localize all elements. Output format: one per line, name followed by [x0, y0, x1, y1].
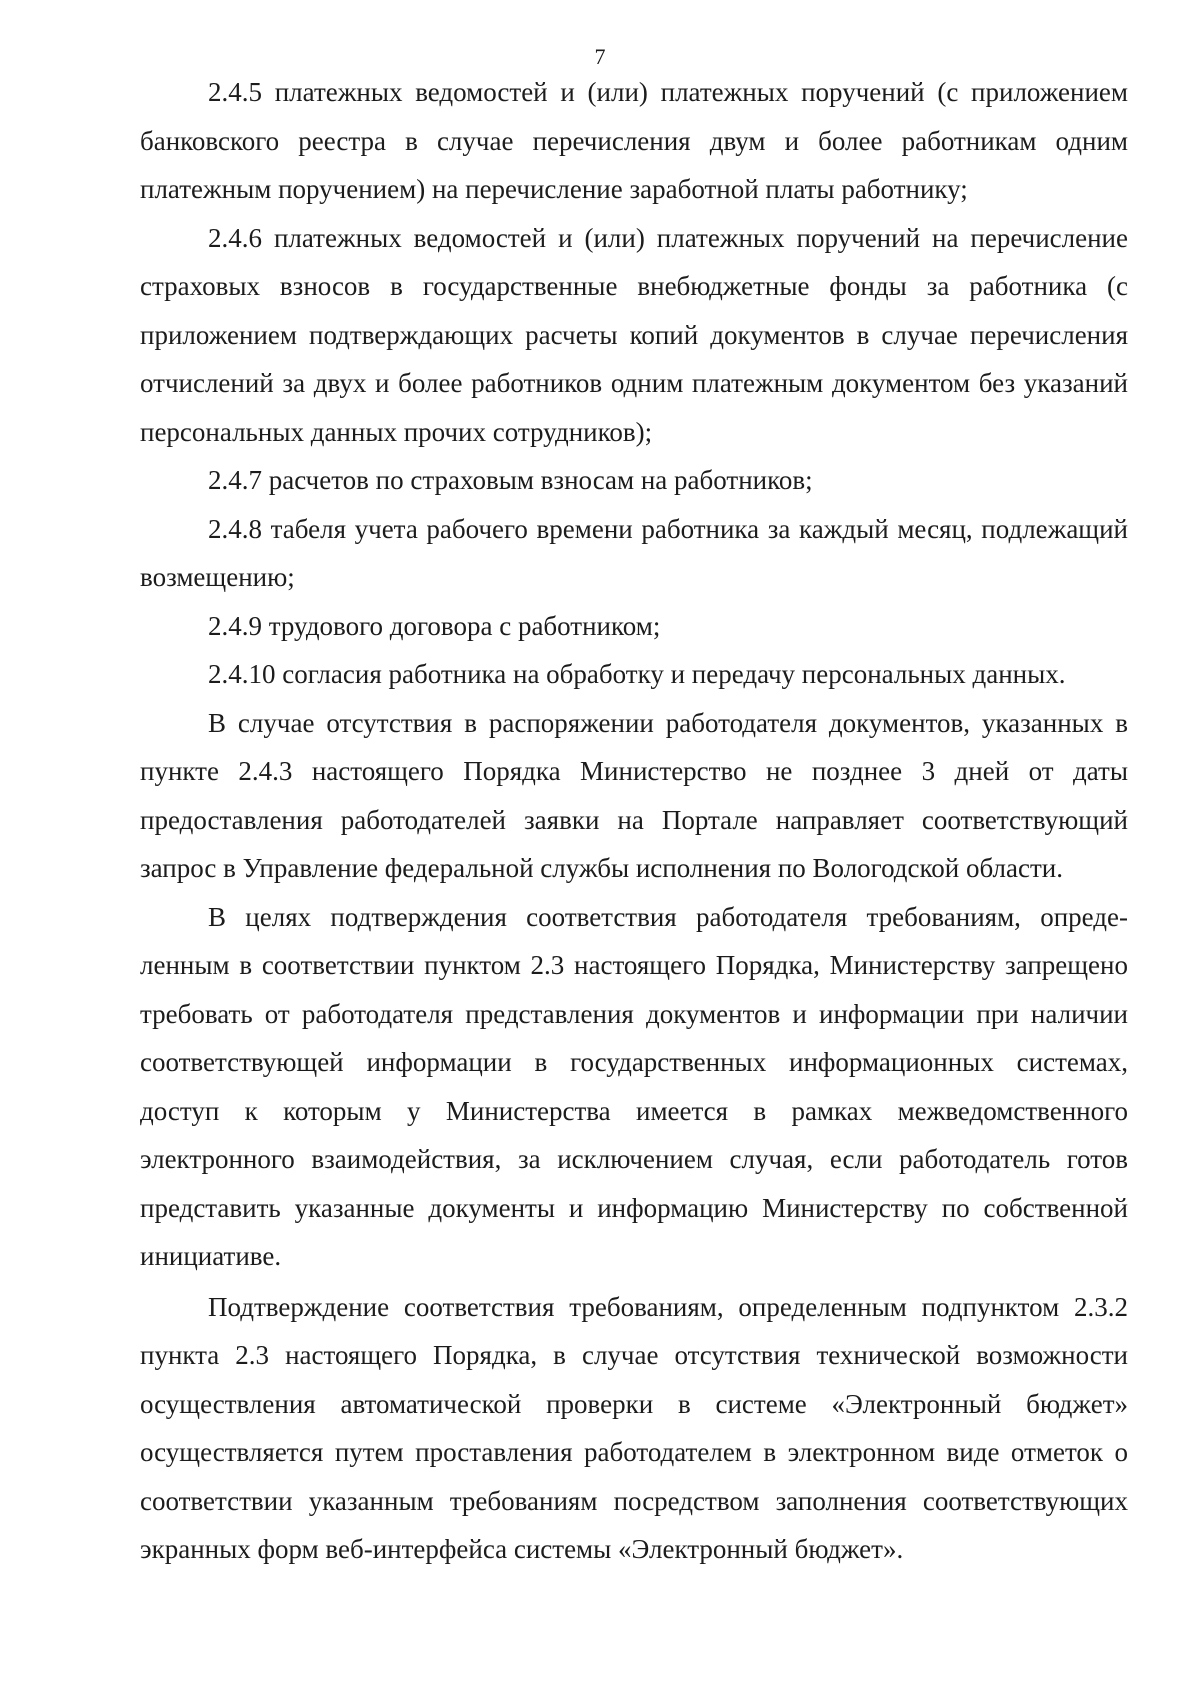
paragraph-confirmation: Подтверждение соответствия требованиям, определенным подпунктом 2.3.2 пункта 2.3 настоящего Порядка, в случае отсутствия технической возможности осуществления автоматической проверки в системе «Электронный бюджет» осуществляется путем проставления работодателем в электронном виде отметок о соответствии указанным требованиям посредством заполнения соответствующих экранных форм веб-интерфейса системы «Электронный бюджет».	[140, 1291, 1128, 1564]
paragraph-2-4-7: 2.4.7 расчетов по страховым взносам на работников;	[208, 465, 813, 495]
paragraph-2-4-6: 2.4.6 платежных ведомостей и (или) платежных поручений на перечисление страховых взносов в государственные внебюджетные фонды за работника (с приложением подтверждающих расчеты копий документов в случае перечисления отчислений за двух и более работников одним платежным документом без указаний персональных данных прочих сотрудников);	[140, 222, 1128, 447]
paragraph-2-4-8: 2.4.8 табеля учета рабочего времени работника за каждый месяц, подлежащий возмещению;	[140, 513, 1128, 592]
paragraph-2-4-5: 2.4.5 платежных ведомостей и (или) платежных поручений (с приложением банковского реестра в случае перечисления двум и более работникам одним платежным поручением) на перечисление заработной платы работнику;	[140, 77, 1128, 204]
paragraph-2-4-10: 2.4.10 согласия работника на обработку и передачу персональных данных.	[208, 659, 1066, 689]
page-number: 7	[594, 44, 606, 69]
paragraph-2-4-9: 2.4.9 трудового договора с работником;	[208, 610, 661, 641]
document-body	[140, 68, 1128, 1574]
paragraph-missing-documents: В случае отсутствия в распоряжении работодателя документов, указанных в пункте 2.4.3 настоящего Порядка Министерство не позднее 3 дней от даты предоставления работодателей заявки на Портале направляет соответствующий запрос в Управление федеральной службы исполнения по Вологодской области.	[140, 707, 1128, 883]
paragraph-verification: В целях подтверждения соответствия работодателя требованиям, определенным в соответствии пунктом 2.3 настоящего Порядка, Министерству запрещено требовать от работодателя представления документов и информации при наличии соответствующей информации в государственных информационных системах, доступ к которым у Министерства имеется в рамках межведомственного электронного взаимодействия, за исключением случая, если работодатель готов представить указанные документы и информацию Министерству по собственной инициативе.	[140, 901, 1128, 1271]
